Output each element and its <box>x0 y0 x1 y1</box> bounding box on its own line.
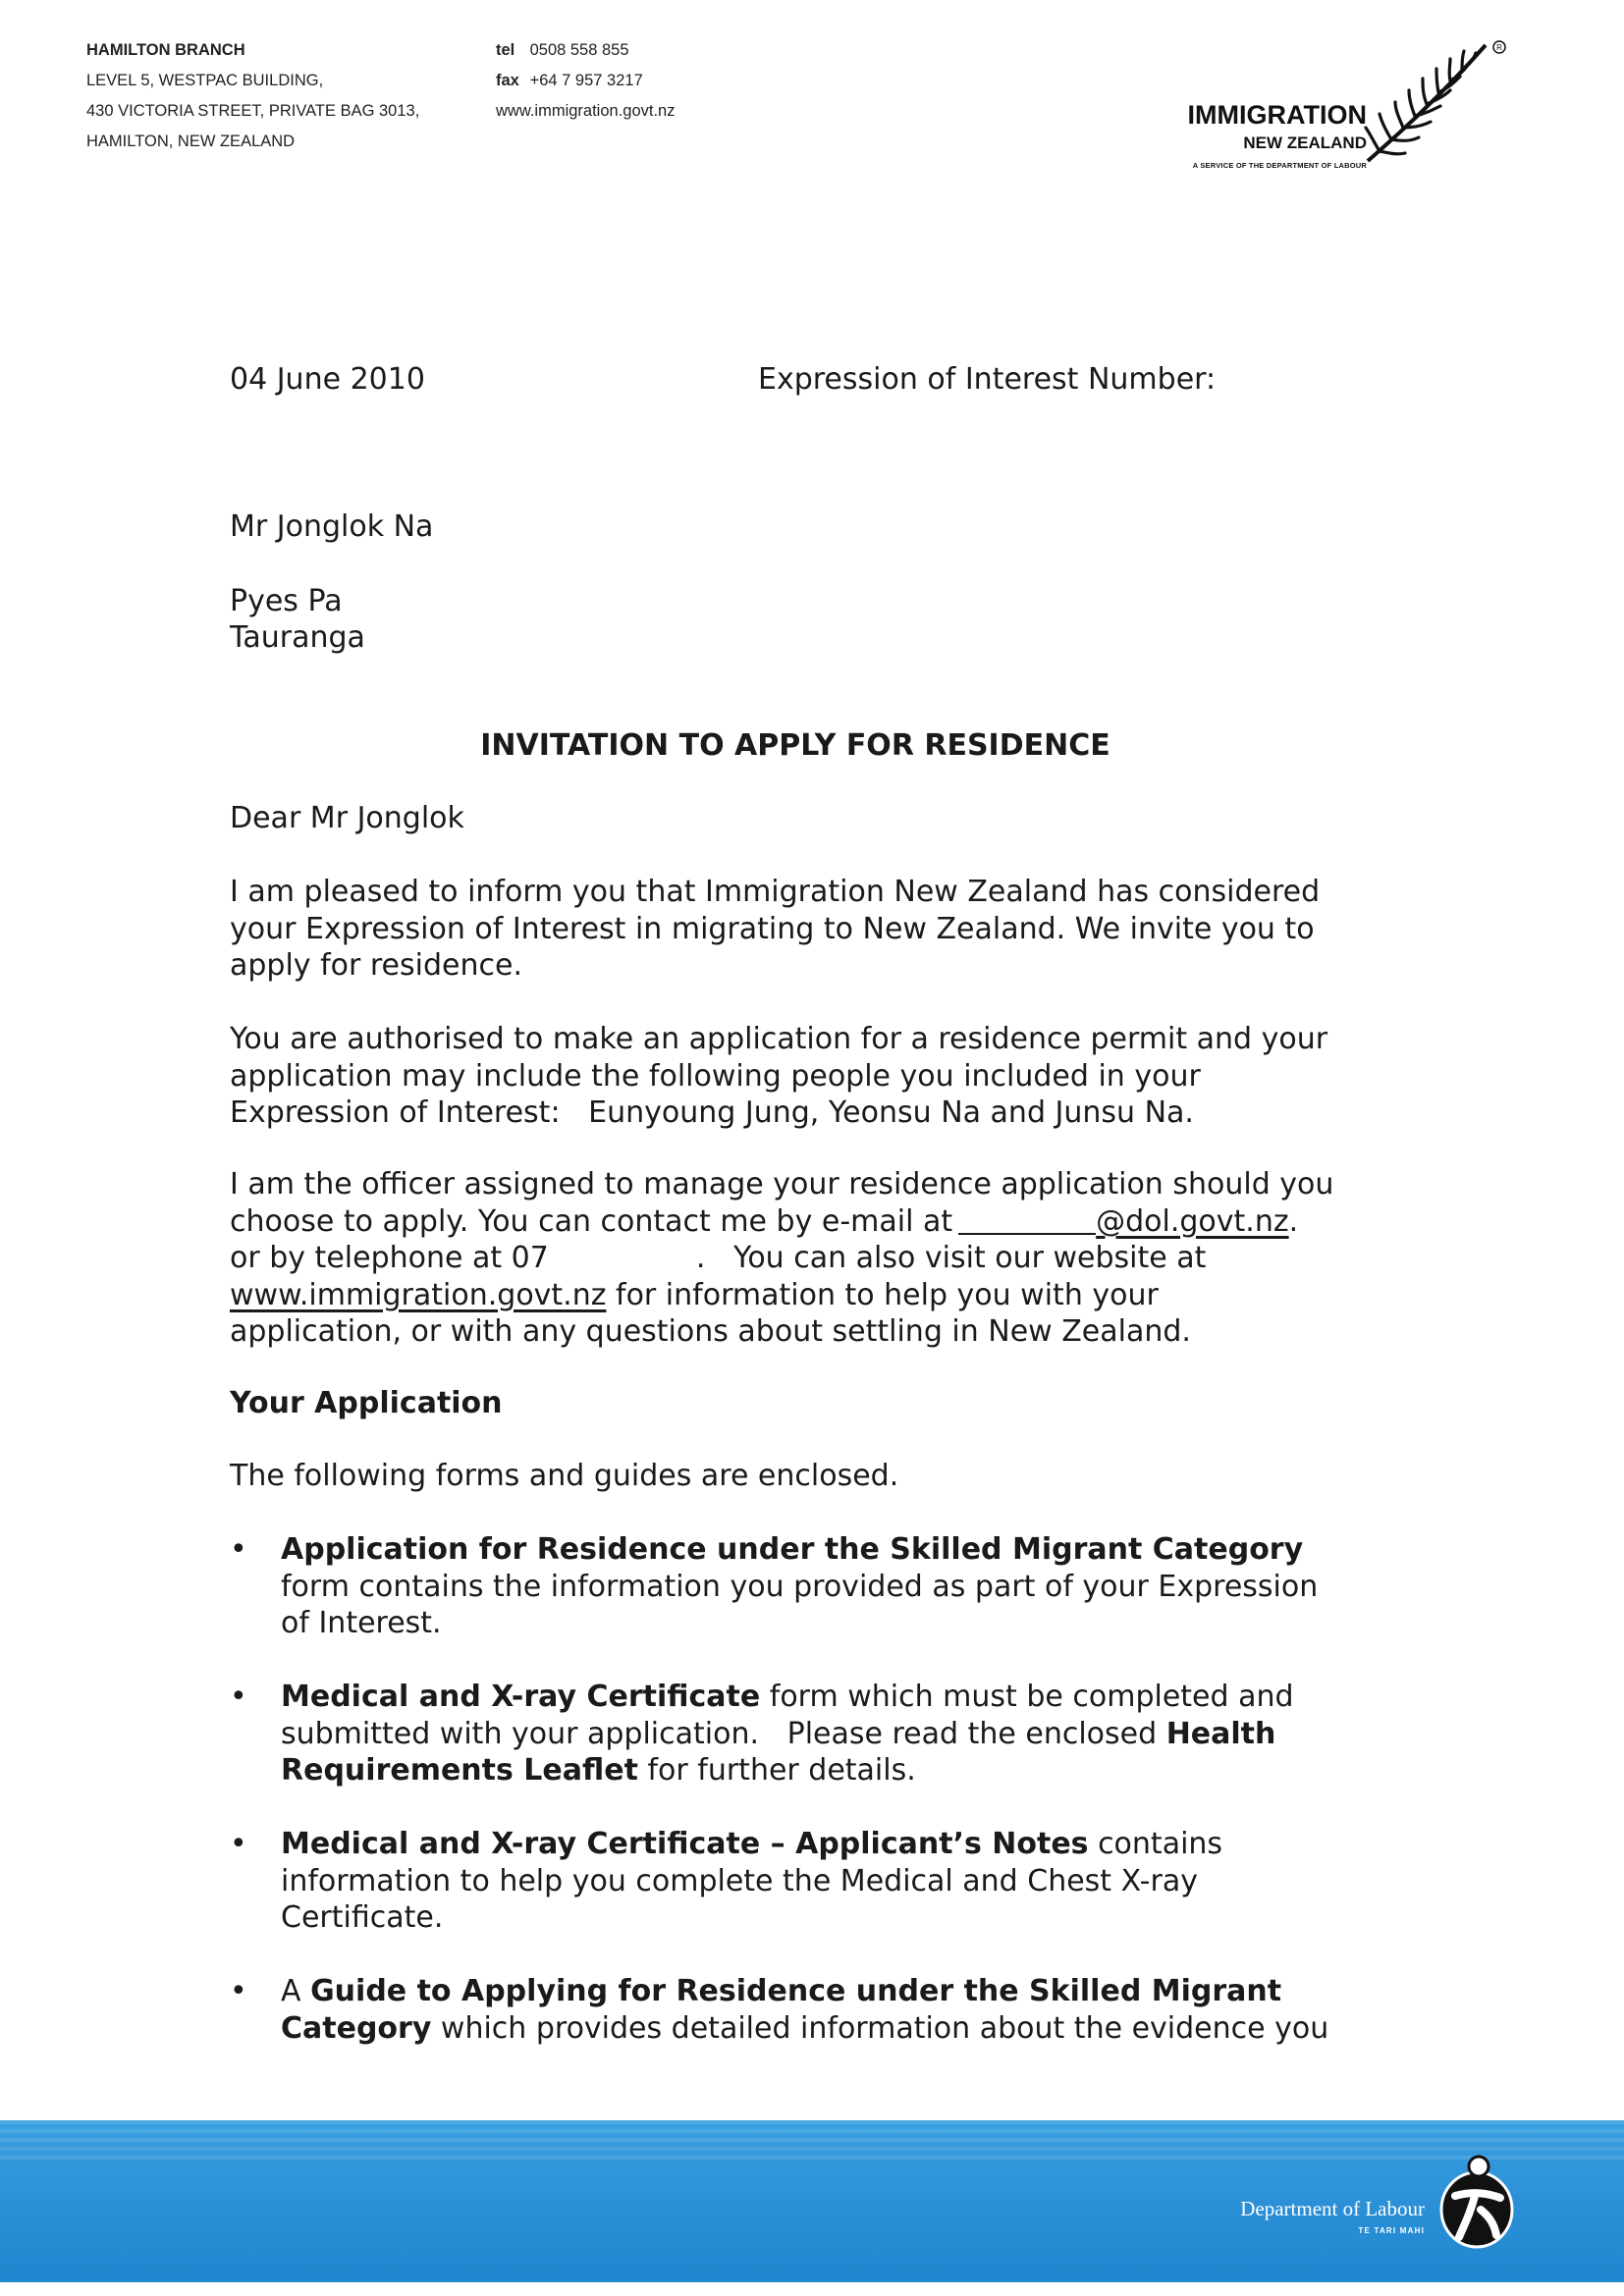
tel-number: 0508 558 855 <box>529 41 629 59</box>
branch-address <box>86 35 479 157</box>
fax-line <box>496 66 820 96</box>
paragraph-line: I am the officer assigned to manage your residence application should you <box>230 1167 1334 1201</box>
form-title: Application for Residence under the Skilled Migrant Category <box>281 1532 1304 1567</box>
guide-title: Category <box>281 2010 432 2046</box>
list-item-text: contains <box>1088 1827 1223 1861</box>
letter-subject: INVITATION TO APPLY FOR RESIDENCE <box>480 728 1110 763</box>
paragraph-line: your Expression of Interest in migrating to New Zealand. We invite you to <box>230 911 1315 946</box>
paragraph-line <box>230 1240 1369 1277</box>
list-item-text: Certificate. <box>281 1900 444 1935</box>
branch-name: HAMILTON BRANCH <box>86 41 245 59</box>
paragraph-line: application, or with any questions about settling in New Zealand. <box>230 1314 1191 1349</box>
list-item-text: information to help you complete the Medical and Chest X-ray <box>281 1863 1198 1898</box>
department-of-labour-logo-icon <box>1435 2153 1518 2251</box>
paragraph-text: or by telephone at 07 <box>230 1241 549 1275</box>
paragraph-line: apply for residence. <box>230 948 522 983</box>
footer-band <box>0 2120 1624 2282</box>
svg-text:R: R <box>1496 43 1502 52</box>
footer-stripes <box>0 2120 1624 2163</box>
address-line: LEVEL 5, WESTPAC BUILDING, <box>86 72 324 89</box>
guide-title: Guide to Applying for Residence under the Skilled Migrant <box>310 1974 1282 2008</box>
section-heading: Your Application <box>230 1386 503 1420</box>
department-maori-name: TE TARI MAHI <box>1358 2226 1425 2235</box>
list-item-text: of Interest. <box>281 1606 442 1640</box>
paragraph-line <box>230 1203 1369 1241</box>
list-item-text: submitted with your application. Please read the enclosed <box>281 1716 1166 1751</box>
bullet-marker: • <box>230 1680 247 1714</box>
logo-tagline: A SERVICE OF THE DEPARTMENT OF LABOUR <box>1192 161 1367 170</box>
form-title: Medical and X-ray Certificate <box>281 1680 761 1714</box>
paragraph-text: for information to help you with your <box>606 1277 1159 1312</box>
paragraph-line: application may include the following people you included in your <box>230 1058 1201 1094</box>
paragraph-text: . <box>1288 1203 1299 1239</box>
officer-email[interactable]: @dol.govt.nz <box>1096 1203 1289 1239</box>
paragraph-contact <box>230 1166 1369 1351</box>
list-item-text: which provides detailed information about the evidence you <box>431 2010 1329 2046</box>
logo-line1: IMMIGRATION <box>1187 100 1367 130</box>
paragraph-text: . You can also visit our website at <box>695 1241 1207 1275</box>
bullet-marker: • <box>230 1827 247 1861</box>
immigration-website-link[interactable]: www.immigration.govt.nz <box>230 1277 607 1312</box>
address-line: 430 VICTORIA STREET, PRIVATE BAG 3013, <box>86 102 420 120</box>
recipient-address-line: Pyes Pa <box>230 584 343 618</box>
list-item-text: for further details. <box>637 1753 916 1788</box>
bullet-marker: • <box>230 1974 247 2008</box>
list-item-text: form which must be completed and <box>760 1680 1294 1714</box>
paragraph-line: Expression of Interest: Eunyoung Jung, Yeonsu Na and Junsu Na. <box>230 1095 1194 1130</box>
logo-line2: NEW ZEALAND <box>1243 133 1367 152</box>
redacted-email-blank <box>958 1205 1096 1235</box>
list-item-text: A <box>281 1974 311 2008</box>
eoi-number-label: Expression of Interest Number: <box>758 362 1217 397</box>
phone-line <box>496 35 820 66</box>
fax-label: fax <box>496 72 519 89</box>
bullet-marker: • <box>230 1532 247 1567</box>
immigration-nz-logo <box>1159 39 1532 187</box>
form-title: Medical and X-ray Certificate – Applicant’s Notes <box>281 1827 1089 1861</box>
fax-number: +64 7 957 3217 <box>529 72 643 89</box>
section-intro: The following forms and guides are enclosed. <box>230 1459 899 1493</box>
paragraph-line: I am pleased to inform you that Immigration New Zealand has considered <box>230 875 1321 909</box>
leaflet-title: Requirements Leaflet <box>281 1753 638 1788</box>
letter-date: 04 June 2010 <box>230 362 425 397</box>
silver-fern-icon <box>1360 39 1507 167</box>
leaflet-title: Health <box>1165 1716 1276 1751</box>
list-item-text: form contains the information you provided as part of your Expression <box>281 1569 1319 1604</box>
paragraph-line: You are authorised to make an application for a residence permit and your <box>230 1022 1328 1056</box>
department-name: Department of Labour <box>1240 2197 1425 2220</box>
recipient-name: Mr Jonglok Na <box>230 509 434 544</box>
paragraph-authorisation <box>230 1021 1369 1132</box>
paragraph-invitation <box>230 874 1369 985</box>
recipient-address-line: Tauranga <box>230 620 365 655</box>
tel-label: tel <box>496 41 515 59</box>
salutation: Dear Mr Jonglok <box>230 801 464 835</box>
address-line: HAMILTON, NEW ZEALAND <box>86 133 296 150</box>
paragraph-text: choose to apply. You can contact me by e-mail at <box>230 1203 953 1239</box>
branch-contact <box>496 35 820 127</box>
website-link[interactable]: www.immigration.govt.nz <box>496 102 676 120</box>
paragraph-line <box>230 1277 1369 1314</box>
